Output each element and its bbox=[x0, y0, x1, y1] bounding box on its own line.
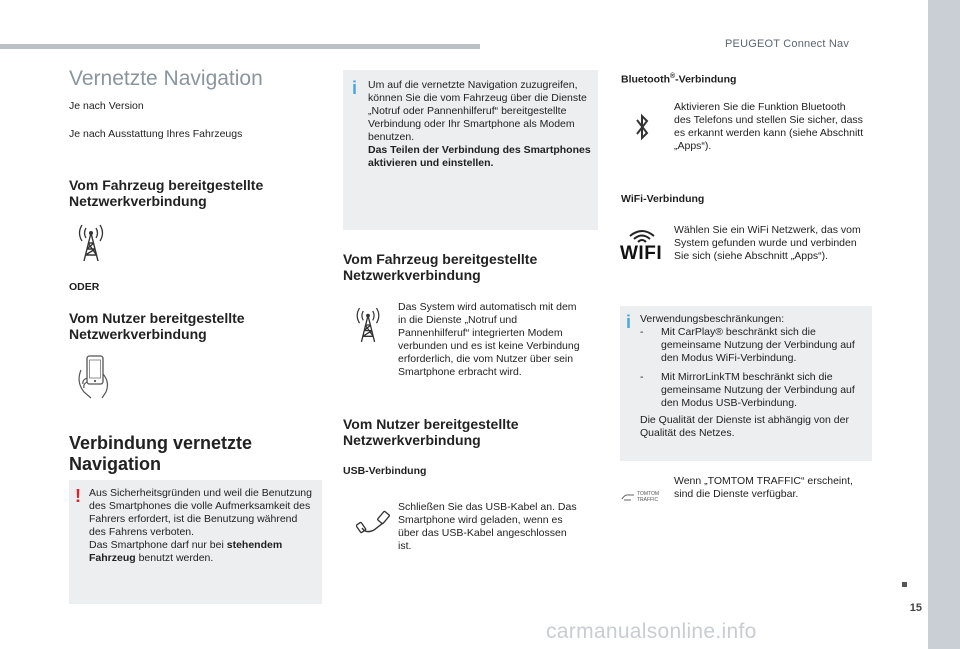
info-box-restrictions bbox=[620, 306, 872, 461]
user-network-heading: Vom Nutzer bereitgestellte Netzwerkverbindung bbox=[69, 310, 245, 342]
warning-text bbox=[89, 487, 317, 565]
tomtom-text: Wenn „TOMTOM TRAFFIC“ erscheint, sind die Dienste verfügbar. bbox=[674, 475, 853, 500]
header-rule bbox=[0, 44, 480, 49]
info-box-sharing bbox=[343, 70, 598, 230]
info-mark-icon-2: i bbox=[626, 312, 632, 332]
restriction-dash-1: - bbox=[640, 326, 644, 338]
bluetooth-label-suffix: -Verbindung bbox=[675, 73, 737, 86]
tomtom-hand-icon bbox=[621, 492, 635, 502]
vehicle-network-heading: Vom Fahrzeug bereitgestellte Netzwerkverbindung bbox=[69, 177, 264, 209]
or-label: ODER bbox=[69, 281, 100, 293]
usb-text: Schließen Sie das USB-Kabel an. Das Smartphone wird geladen, wenn es über das USB-Kabel angeschlossen ist. bbox=[398, 501, 577, 552]
tomtom-traffic-icon bbox=[621, 491, 665, 505]
bluetooth-text: Aktivieren Sie die Funktion Bluetooth des Telefons und stellen Sie sicher, dass es erkannt werden kann (siehe Abschnitt „Apps“). bbox=[674, 101, 864, 152]
safety-warning-box bbox=[69, 480, 322, 604]
warning-mark-icon: ! bbox=[75, 486, 81, 506]
restrictions-intro: Verwendungsbeschränkungen: bbox=[640, 313, 785, 325]
restrictions-outro: Die Qualität der Dienste ist abhängig von der Qualität des Netzes. bbox=[640, 414, 849, 439]
version-note: Je nach Version bbox=[69, 100, 144, 112]
usb-label: USB-Verbindung bbox=[343, 465, 427, 477]
user-network-heading-2: Vom Nutzer bereitgestellte Netzwerkverbindung bbox=[343, 416, 519, 448]
restriction-dash-2: - bbox=[640, 371, 644, 383]
brand-label: PEUGEOT Connect Nav bbox=[725, 38, 850, 50]
page-edge-band bbox=[928, 0, 960, 649]
bluetooth-label-main: Bluetooth bbox=[621, 73, 670, 86]
connect-navigation-heading: Verbindung vernetzte Navigation bbox=[69, 433, 253, 474]
equipment-note: Je nach Ausstattung Ihres Fahrzeugs bbox=[69, 128, 243, 140]
info-mark-icon: i bbox=[352, 78, 358, 98]
antenna-icon-2 bbox=[352, 306, 384, 344]
bluetooth-label bbox=[621, 70, 736, 87]
tomtom-icon-line2: TRAFFIC bbox=[637, 497, 659, 503]
info-text-bold: Das Teilen der Verbindung des Smartphones aktivieren und einstellen. bbox=[368, 144, 591, 169]
warning-text-suffix: benutzt werden. bbox=[135, 552, 214, 564]
info-text-main: Um auf die vernetzte Navigation zuzugreifen, können Sie die vom Fahrzeug über die Dienste „Notruf oder Pannenhilferuf“ bereitgestellte Verbindung oder Ihr Smartphone als Modem benutzen. bbox=[368, 79, 587, 143]
tomtom-icon-line1: TOMTOM bbox=[637, 491, 660, 497]
wifi-text: Wählen Sie ein WiFi Netzwerk, das vom System gefunden wurde und verbinden Sie sich (siehe Abschnitt „Apps“). bbox=[674, 224, 861, 262]
info-text bbox=[368, 79, 594, 170]
wifi-icon bbox=[620, 228, 664, 268]
page-title: Vernetzte Navigation bbox=[69, 67, 263, 90]
usb-cable-icon bbox=[356, 506, 390, 536]
watermark: carmanualsonline.info bbox=[546, 620, 757, 643]
restriction-item-carplay: Mit CarPlay® beschränkt sich die gemeinsame Nutzung der Verbindung auf den Modus WiFi-Verbindung. bbox=[661, 326, 855, 364]
wifi-arcs-icon bbox=[628, 228, 656, 244]
continue-marker bbox=[902, 582, 907, 587]
warning-text-prefix: Das Smartphone darf nur bei bbox=[89, 539, 227, 551]
bluetooth-label-sup: ® bbox=[670, 73, 676, 80]
vehicle-network-text: Das System wird automatisch mit dem in die Dienste „Notruf und Pannenhilferuf“ integrierten Modem verbunden und es ist keine Verbindung erforderlich, die vom Nutzer über sein Smartphone erbracht wird. bbox=[398, 301, 580, 378]
hand-smartphone-icon bbox=[72, 352, 118, 400]
wifi-icon-text: WIFI bbox=[620, 243, 663, 264]
antenna-icon bbox=[74, 223, 108, 263]
vehicle-network-heading-2: Vom Fahrzeug bereitgestellte Netzwerkverbindung bbox=[343, 251, 538, 283]
page-number: 15 bbox=[909, 602, 922, 614]
bluetooth-icon bbox=[634, 112, 650, 142]
warning-text-main: Aus Sicherheitsgründen und weil die Benutzung des Smartphones die volle Aufmerksamkeit des Fahrers erfordert, ist die Benutzung während des Fahrens verboten. bbox=[89, 487, 312, 538]
wifi-label: WiFi-Verbindung bbox=[621, 193, 705, 205]
restriction-item-mirrorlink: Mit MirrorLinkTM beschränkt sich die gemeinsame Nutzung der Verbindung auf den Modus USB-Verbindung. bbox=[661, 371, 855, 409]
warning-text-bold: stehendem Fahrzeug bbox=[89, 539, 283, 564]
